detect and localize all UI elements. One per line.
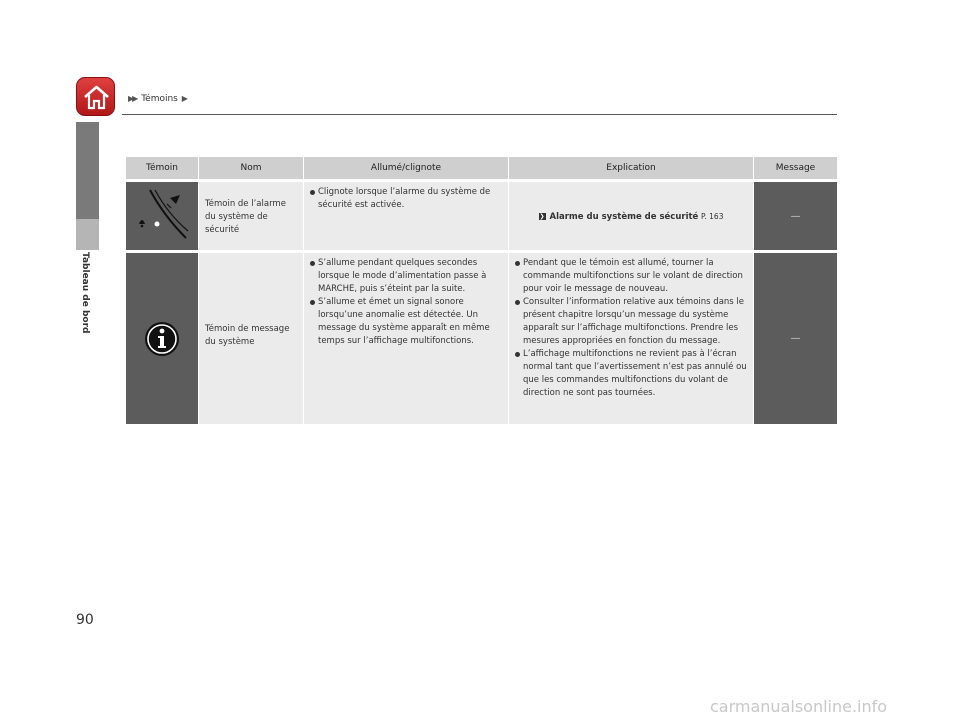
header-divider [122, 114, 837, 115]
list-item: L’affichage multifonctions ne revient pas à l’écran normal tant que l’avertissement n’est pas annulé ou que les commandes multifonctions du volant de direction ne sont pas tournées. [514, 348, 749, 400]
list-item: Clignote lorsque l’alarme du système de sécurité est activée. [309, 186, 504, 212]
home-button[interactable] [76, 77, 115, 116]
list-item: Consulter l’information relative aux témoins dans le présent chapitre lorsqu’un message du système apparaît sur l’affichage multifonctions. Prendre les mesures appropriées en fonction du message. [514, 296, 749, 348]
breadcrumb-label: Témoins [141, 94, 178, 104]
indicator-name: Témoin de message du système [199, 253, 304, 424]
list-item: S’allume pendant quelques secondes lorsque le mode d’alimentation passe à MARCHE, puis s’éteint par la suite. [309, 257, 504, 296]
breadcrumb-arrow-icon: ▶ [181, 94, 188, 103]
info-icon [144, 321, 180, 357]
side-tab-light[interactable] [76, 219, 99, 250]
home-icon [81, 82, 112, 113]
column-header: Allumé/clignote [304, 157, 509, 179]
security-alarm-icon [130, 186, 194, 246]
table-row [126, 253, 837, 424]
column-header: Nom [199, 157, 304, 179]
message-cell: — [754, 182, 837, 250]
list-item: Pendant que le témoin est allumé, tourner la commande multifonctions sur le volant de direction pour voir le message de nouveau. [514, 257, 749, 296]
table-header [126, 157, 837, 179]
side-section-label: Tableau de bord [80, 252, 90, 334]
on-blink-cell [304, 182, 509, 250]
reference-arrow-icon: ❯ [539, 213, 545, 220]
watermark: carmanualsonline.info [710, 697, 888, 716]
breadcrumb-arrows-icon: ▶▶ [128, 94, 137, 103]
column-header: Témoin [126, 157, 199, 179]
table-row [126, 182, 837, 250]
page-number: 90 [76, 612, 94, 628]
breadcrumb[interactable] [128, 94, 188, 104]
reference-page: P. 163 [701, 212, 724, 221]
indicator-table [126, 157, 837, 424]
message-cell: — [754, 253, 837, 424]
explanation-cell [509, 182, 754, 250]
indicator-cell [126, 182, 199, 250]
reference-link[interactable]: Alarme du système de sécurité [549, 212, 699, 222]
indicator-cell [126, 253, 199, 424]
on-blink-cell [304, 253, 509, 424]
explanation-cell [509, 253, 754, 424]
column-header: Message [775, 163, 816, 173]
list-item: S’allume et émet un signal sonore lorsqu’une anomalie est détectée. Un message du système apparaît en même temps sur l’affichage multifonctions. [309, 296, 504, 348]
indicator-name: Témoin de l’alarme du système de sécurité [199, 182, 304, 250]
column-header: Explication [509, 157, 754, 179]
side-tab-dark [76, 122, 99, 219]
